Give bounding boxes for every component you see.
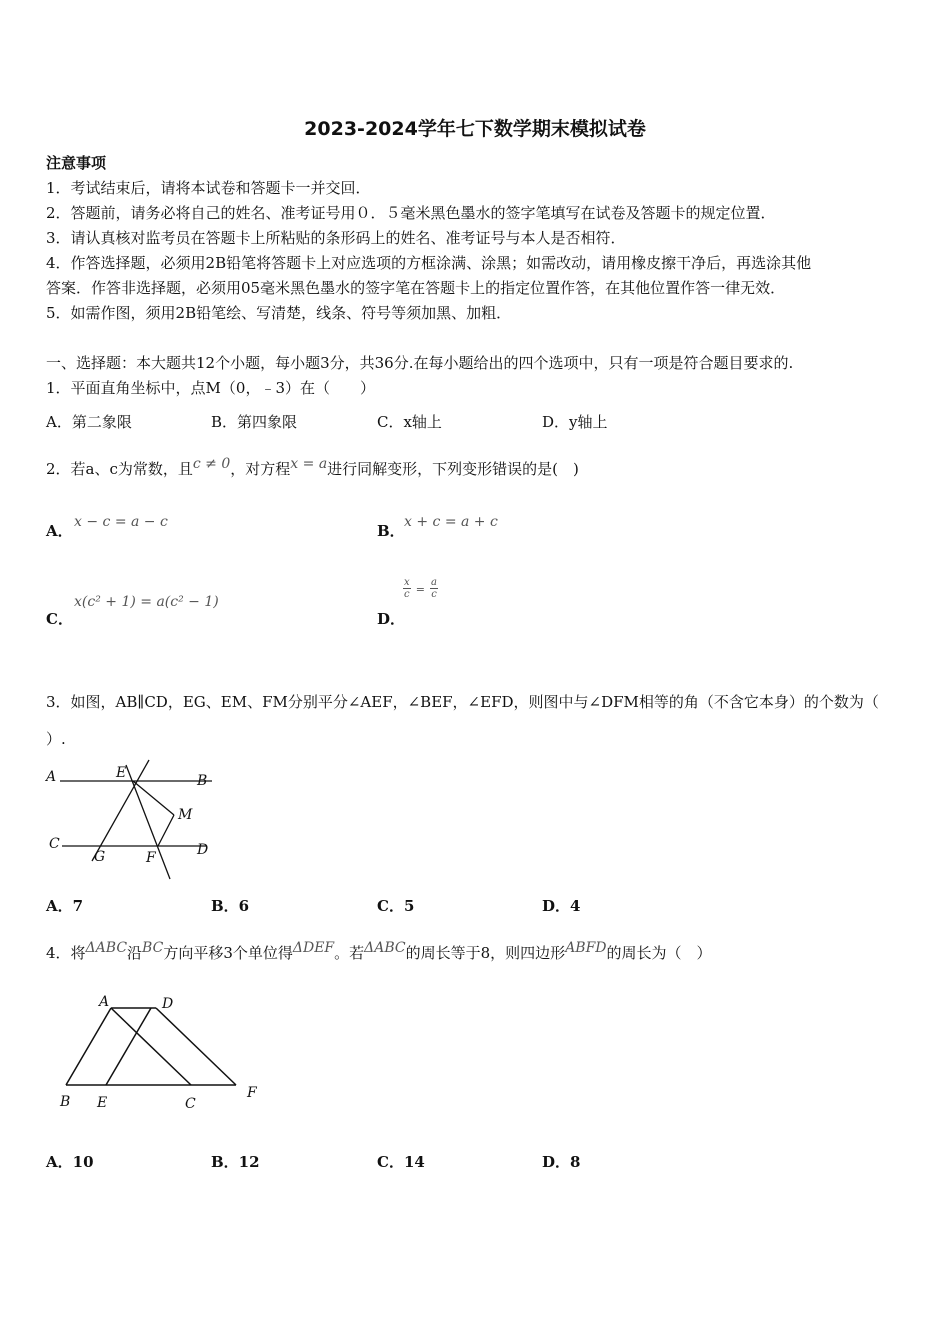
q2-option-c-formula: x(c² + 1) = a(c² − 1) [74,594,219,610]
question-3-stem-end: ）. [46,730,66,748]
question-1-stem: 1．平面直角坐标中，点M（0，﹣3）在（ ） [46,379,375,397]
fraction: $\frac{x}{c}$ [404,577,410,600]
q2-option-b-label: B． [377,522,405,540]
q4-option-a: A．10 [46,1153,94,1171]
q3-option-a: A．7 [46,897,84,915]
q4-formula: ABFD [565,940,607,956]
notice-item: 2．答题前，请务必将自己的姓名、准考证号用０．５毫米黑色墨水的签字笔填写在试卷及答题卡的规定位置． [46,204,776,222]
q2-option-d-label: D． [377,610,406,628]
q4-formula: ΔDEF [292,940,335,956]
line-ac [111,1008,191,1085]
page-title: 2023-2024学年七下数学期末模拟试卷 [304,118,646,140]
line-ab [66,1008,111,1085]
q3-option-c: C．5 [377,897,415,915]
question-2-stem [46,458,579,479]
q4-figure [50,990,270,1115]
label-c: C [49,836,60,852]
question-4-stem: 4．将ΔABC沿BC方向平移3个单位得ΔDEF。若ΔABC的周长等于8，则四边形ABFD的周长为（ ） [46,940,712,962]
line-fm [158,815,174,846]
q2-stem-part: 进行同解变形，下列变形错误的是( ) [327,460,579,478]
label-e: E [116,765,127,781]
q1-option-b: B．第四象限 [211,413,298,431]
notice-heading: 注意事项 [46,154,107,172]
q3-figure [40,755,230,885]
q2-option-a-formula: x − c = a − c [74,514,168,530]
label-a: A [99,994,110,1010]
q4-formula: ΔABC [85,940,128,956]
q4-formula: BC [142,940,164,956]
q3-option-d: D．4 [542,897,581,915]
q2-stem-part: 2．若a、c为常数，且 [46,460,193,478]
q2-option-c-label: C． [46,610,73,628]
q2-option-d-formula: $\frac{x}{c}$ = $\frac{a}{c}$ [404,577,438,600]
line-de [106,1008,151,1085]
section-heading: 一、选择题：本大题共12个小题，每小题3分，共36分.在每小题给出的四个选项中，只有一项是符合题目要求的. [46,354,794,372]
fraction: $\frac{a}{c}$ [431,577,438,600]
question-3-stem: 3．如图，AB∥CD，EG、EM、FM分别平分∠AEF，∠BEF，∠EFD，则图中与∠DFM相等的角（不含它本身）的个数为（ [46,693,879,711]
notice-item: 答案．作答非选择题，必须用05毫米黑色墨水的签字笔在答题卡上的指定位置作答，在其他位置作答一律无效． [46,279,786,297]
label-f: F [146,850,156,866]
q1-option-c: C．x轴上 [377,413,442,431]
q1-option-d: D．y轴上 [542,413,608,431]
line-df [156,1008,236,1085]
q1-option-a: A．第二象限 [46,413,132,431]
q2-stem-part: ，对方程 [230,460,291,478]
q4-formula: ΔABC [364,940,406,956]
notice-item: 3．请认真核对监考员在答题卡上所粘贴的条形码上的姓名、准考证号与本人是否相符． [46,229,626,247]
label-e: E [97,1095,108,1111]
notice-item: 1．考试结束后，请将本试卷和答题卡一并交回． [46,179,371,197]
q4-option-d: D．8 [542,1153,581,1171]
label-b: B [197,773,208,789]
label-a: A [46,769,57,785]
label-d: D [197,842,209,858]
label-c: C [185,1096,196,1112]
q3-option-b: B．6 [211,897,250,915]
q2-option-a-label: A． [46,522,73,540]
label-d: D [162,996,174,1012]
q2-condition-formula: c ≠ 0 [192,456,231,472]
label-f: F [247,1085,257,1101]
label-g: G [94,849,106,865]
q4-option-b: B．12 [211,1153,260,1171]
q2-equation-formula: x = a [290,456,328,472]
notice-item: 5．如需作图，须用2B铅笔绘、写清楚，线条、符号等须加黑、加粗． [46,304,512,322]
q2-option-b-formula: x + c = a + c [404,514,498,530]
notice-item: 4．作答选择题，必须用2B铅笔将答题卡上对应选项的方框涂满、涂黑；如需改动，请用橡皮擦干净后，再选涂其他 [46,254,812,272]
label-m: M [178,807,193,823]
q4-option-c: C．14 [377,1153,425,1171]
label-b: B [60,1094,71,1110]
